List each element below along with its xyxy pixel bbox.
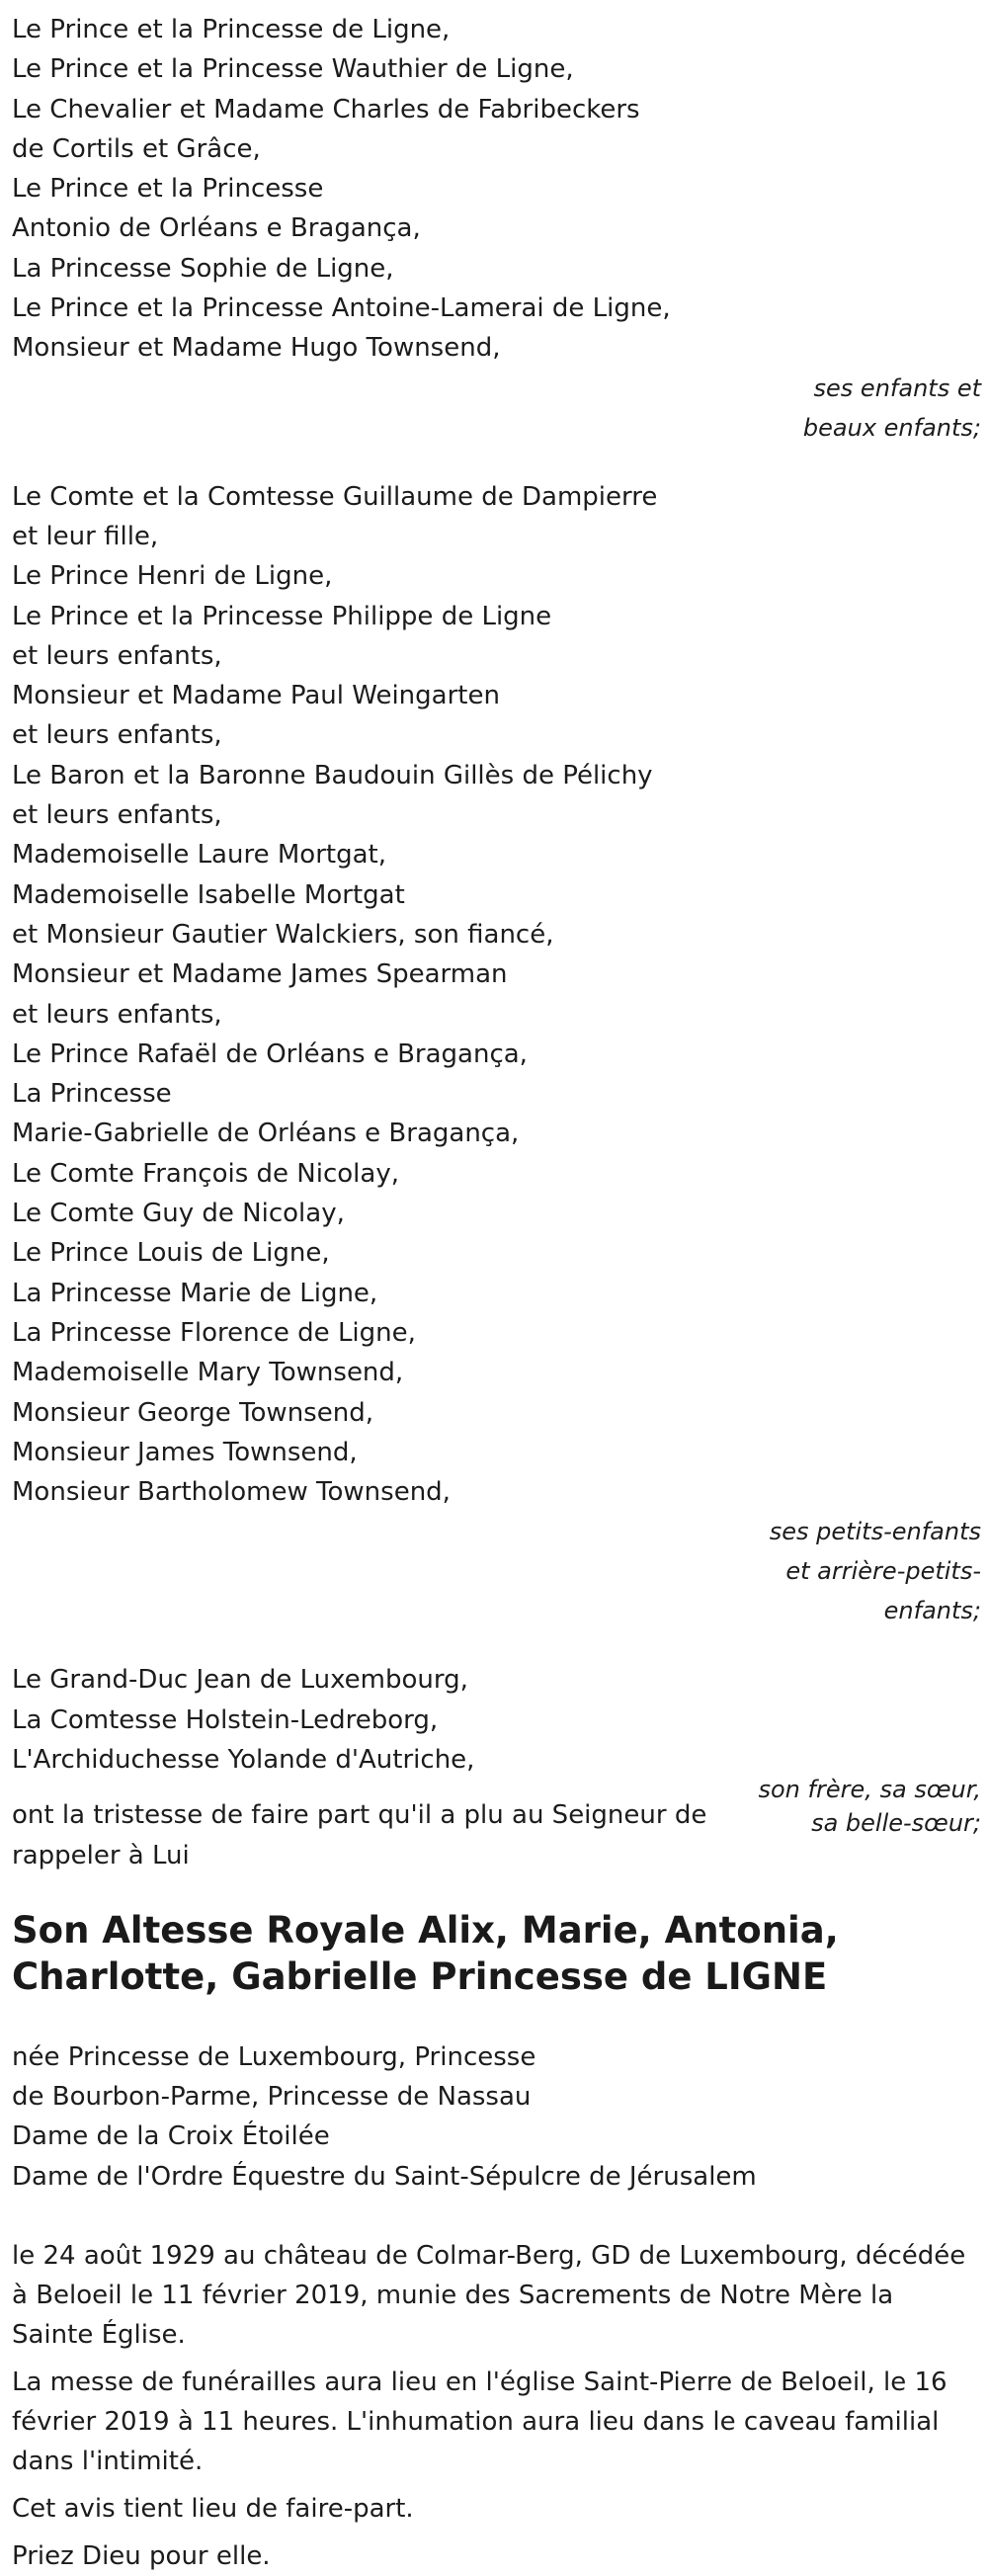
title-line: de Bourbon-Parme, Princesse de Nassau [12,2082,532,2113]
family-member-line: et leurs enfants, [12,999,222,1030]
family-member-line: et leurs enfants, [12,800,222,831]
family-member-line: Le Prince et la Princesse [12,174,324,205]
notice-line: Cet avis tient lieu de faire-part. [12,2494,414,2525]
family-member-line: Le Grand-Duc Jean de Luxembourg, [12,1665,468,1696]
relation-line: ses petits-enfants [769,1518,981,1546]
relation-label-grandchildren [12,1512,981,1630]
family-member-line: Monsieur et Madame Paul Weingarten [12,681,500,711]
family-member-line: L'Archiduchesse Yolande d'Autriche, [12,1744,475,1775]
family-member-line: Le Prince et la Princesse Wauthier de Ligne, [12,54,574,85]
family-member-line: Le Baron et la Baronne Baudouin Gillès de Pélichy [12,760,653,790]
family-member-line: Monsieur et Madame Hugo Townsend, [12,333,501,364]
family-member-line: et Monsieur Gautier Walckiers, son fiancé, [12,919,554,950]
family-member-line: de Cortils et Grâce, [12,133,261,164]
relation-line: ses enfants et [813,374,981,402]
relation-line: son frère, sa sœur, [758,1776,981,1804]
prayer-line: Priez Dieu pour elle. [12,2541,271,2572]
deceased-titles [12,2037,986,2197]
family-member-line: Monsieur George Townsend, [12,1397,373,1428]
family-member-line: Monsieur Bartholomew Townsend, [12,1477,451,1508]
relation-line: sa belle-sœur; [811,1809,981,1838]
family-member-line: Le Comte François de Nicolay, [12,1158,399,1189]
title-line: Dame de l'Ordre Équestre du Saint-Sépulcre de Jérusalem [12,2161,757,2192]
family-group-children [12,10,986,369]
deceased-name: Son Altesse Royale Alix, Marie, Antonia, Charlotte, Gabrielle Princesse de LIGNE [12,1908,839,1998]
family-member-line: Le Prince Louis de Ligne, [12,1238,330,1269]
family-group-siblings [12,1660,986,1780]
family-member-line: Le Prince Henri de Ligne, [12,561,333,592]
relation-label-children [12,369,981,448]
family-member-line: La Princesse [12,1079,172,1110]
family-member-line: Le Prince et la Princesse Antoine-Lamerai de Ligne, [12,293,671,324]
family-member-line: Marie-Gabrielle de Orléans e Bragança, [12,1119,520,1149]
family-member-line: Le Prince et la Princesse Philippe de Ligne [12,601,552,631]
family-member-line: Le Prince Rafaël de Orléans e Bragança, [12,1039,528,1069]
family-member-line: La Comtesse Holstein-Ledreborg, [12,1704,439,1735]
family-member-line: Mademoiselle Mary Townsend, [12,1358,404,1388]
funeral-paragraph: La messe de funérailles aura lieu en l'église Saint-Pierre de Beloeil, le 16 février 2019 à 11 heures. L'inhumation aura lieu dans le caveau familial dans l'intimité. [12,2368,947,2477]
announcement-line: rappeler à Lui [12,1840,190,1870]
family-member-line: et leurs enfants, [12,720,222,751]
family-member-line: Antonio de Orléans e Bragança, [12,213,421,244]
family-group-grandchildren [12,477,986,1513]
birth-death-paragraph: le 24 août 1929 au château de Colmar-Berg, GD de Luxembourg, décédée à Beloeil le 11 février 2019, munie des Sacrements de Notre Mère la Sainte Église. [12,2241,966,2351]
family-member-line: La Princesse Marie de Ligne, [12,1278,378,1308]
title-line: née Princesse de Luxembourg, Princesse [12,2041,536,2072]
family-member-line: Mademoiselle Laure Mortgat, [12,840,386,871]
family-member-line: et leur fille, [12,521,159,551]
family-member-line: La Princesse Florence de Ligne, [12,1317,416,1348]
family-member-line: Monsieur James Townsend, [12,1437,358,1467]
family-member-line: Le Prince et la Princesse de Ligne, [12,15,451,44]
relation-line: beaux enfants; [802,413,981,442]
family-member-line: et leurs enfants, [12,640,222,671]
family-member-line: Monsieur et Madame James Spearman [12,959,508,990]
funeral-details [12,2236,986,2576]
family-member-line: La Princesse Sophie de Ligne, [12,253,394,284]
family-member-line: Mademoiselle Isabelle Mortgat [12,879,405,910]
family-member-line: Le Comte et la Comtesse Guillaume de Dampierre [12,481,658,512]
family-member-line: Le Chevalier et Madame Charles de Fabribeckers [12,94,640,125]
family-member-line: Le Comte Guy de Nicolay, [12,1199,345,1229]
title-line: Dame de la Croix Étoilée [12,2121,330,2152]
relation-line: enfants; [883,1597,981,1625]
announcement-line: ont la tristesse de faire part qu'il a plu au Seigneur de [12,1800,707,1831]
relation-line: et arrière-petits- [785,1557,981,1586]
obituary-notice [12,10,986,2576]
